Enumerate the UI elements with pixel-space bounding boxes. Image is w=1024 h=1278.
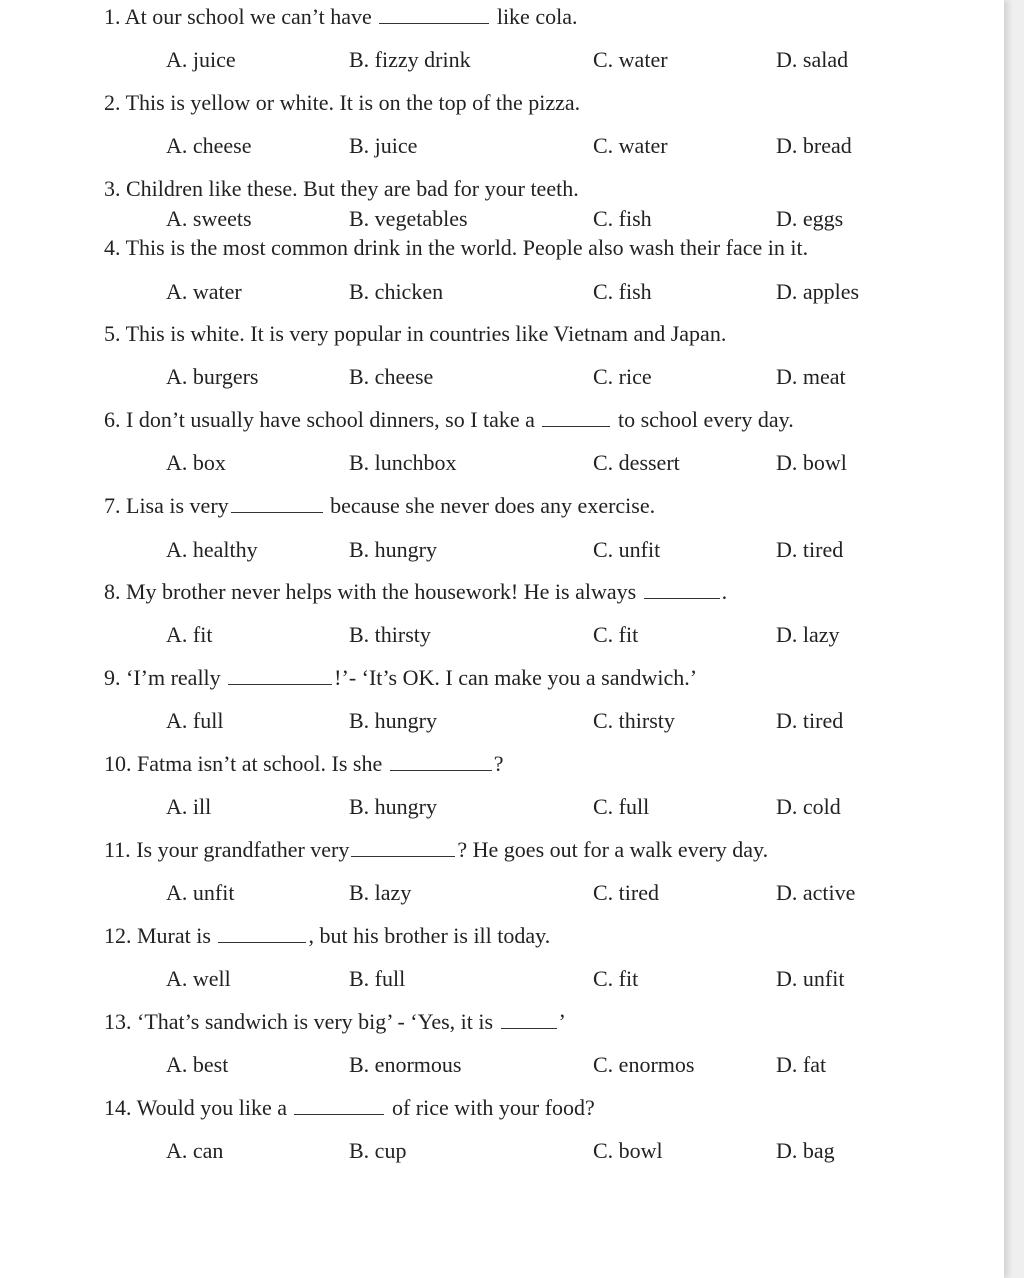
question-text-after: of rice with your food? (391, 1095, 595, 1120)
option-c: C. fit (593, 622, 639, 647)
option-b: B. full (349, 966, 406, 991)
question-text-after: to school every day. (617, 407, 794, 432)
question-number: 4. (104, 235, 121, 260)
answer-blank (294, 1096, 384, 1115)
question-3 (104, 176, 579, 202)
option-a: A. unfit (166, 880, 235, 905)
question-number: 14. (104, 1095, 132, 1120)
question-number: 5. (104, 321, 121, 346)
question-text: My brother never helps with the housework! He is always (126, 579, 637, 604)
question-text: ‘That’s sandwich is very big’ - ‘Yes, it is (137, 1009, 494, 1034)
option-c: C. water (593, 133, 668, 158)
answer-blank (379, 5, 489, 24)
question-13 (104, 1009, 566, 1035)
option-a: A. full (166, 708, 224, 733)
question-2 (104, 90, 580, 116)
answer-blank (501, 1010, 557, 1029)
option-a: A. box (166, 450, 226, 475)
option-a: A. fit (166, 622, 213, 647)
question-8 (104, 579, 727, 605)
question-text: This is the most common drink in the world. People also wash their face in it. (125, 235, 809, 260)
option-d: D. salad (776, 47, 849, 72)
answer-blank (351, 838, 455, 857)
option-c: C. rice (593, 364, 652, 389)
question-number: 3. (104, 176, 121, 201)
question-number: 11. (104, 837, 131, 862)
question-1 (104, 4, 577, 30)
option-b: B. juice (349, 133, 418, 158)
option-c: C. thirsty (593, 708, 675, 733)
option-d: D. apples (776, 279, 860, 304)
question-number: 12. (104, 923, 132, 948)
option-c: C. dessert (593, 450, 680, 475)
question-text: This is yellow or white. It is on the top of the pizza. (125, 90, 581, 115)
question-number: 2. (104, 90, 121, 115)
option-b: B. cup (349, 1138, 407, 1163)
question-text: I don’t usually have school dinners, so I take a (126, 407, 535, 432)
option-d: D. unfit (776, 966, 845, 991)
question-4 (104, 235, 808, 261)
option-c: C. enormos (593, 1052, 695, 1077)
question-text-after: because she never does any exercise. (330, 493, 656, 518)
option-c: C. unfit (593, 537, 661, 562)
answer-blank (644, 580, 720, 599)
option-a: A. water (166, 279, 242, 304)
question-text-after: ? (493, 751, 504, 776)
question-6 (104, 407, 794, 433)
option-a: A. juice (166, 47, 236, 72)
option-b: B. hungry (349, 537, 437, 562)
option-d: D. eggs (776, 206, 844, 231)
question-5 (104, 321, 726, 347)
option-a: A. burgers (166, 364, 259, 389)
option-d: D. bag (776, 1138, 835, 1163)
question-number: 6. (104, 407, 121, 432)
option-b: B. hungry (349, 794, 437, 819)
question-text-after: like cola. (496, 4, 578, 29)
option-c: C. full (593, 794, 650, 819)
option-d: D. meat (776, 364, 846, 389)
question-text: This is white. It is very popular in countries like Vietnam and Japan. (125, 321, 727, 346)
question-text-after: , but his brother is ill today. (308, 923, 551, 948)
question-number: 8. (104, 579, 121, 604)
answer-blank (218, 924, 306, 943)
option-b: B. lazy (349, 880, 412, 905)
question-text: ‘I’m really (126, 665, 221, 690)
option-b: B. cheese (349, 364, 434, 389)
option-b: B. chicken (349, 279, 444, 304)
option-d: D. bowl (776, 450, 847, 475)
option-b: B. fizzy drink (349, 47, 471, 72)
option-b: B. thirsty (349, 622, 431, 647)
option-c: C. fish (593, 279, 652, 304)
option-d: D. cold (776, 794, 841, 819)
option-a: A. can (166, 1138, 224, 1163)
option-b: B. lunchbox (349, 450, 457, 475)
question-number: 7. (104, 493, 121, 518)
question-number: 9. (104, 665, 121, 690)
question-14 (104, 1095, 595, 1121)
question-text-after: !’- ‘It’s OK. I can make you a sandwich.’ (334, 665, 698, 690)
option-d: D. fat (776, 1052, 827, 1077)
question-text-after: ? He goes out for a walk every day. (457, 837, 769, 862)
question-9 (104, 665, 697, 691)
question-text: Lisa is very (126, 493, 229, 518)
option-d: D. bread (776, 133, 852, 158)
option-a: A. ill (166, 794, 212, 819)
option-d: D. tired (776, 708, 844, 733)
question-12 (104, 923, 550, 949)
option-b: B. hungry (349, 708, 437, 733)
option-a: A. best (166, 1052, 229, 1077)
question-number: 13. (104, 1009, 132, 1034)
option-c: C. fish (593, 206, 652, 231)
question-number: 1. (104, 4, 121, 29)
question-10 (104, 751, 504, 777)
option-a: A. healthy (166, 537, 258, 562)
option-a: A. well (166, 966, 231, 991)
question-text: Would you like a (136, 1095, 287, 1120)
option-c: C. fit (593, 966, 639, 991)
option-c: C. tired (593, 880, 659, 905)
question-text: Murat is (137, 923, 211, 948)
question-number: 10. (104, 751, 132, 776)
answer-blank (390, 752, 492, 771)
answer-blank (228, 666, 332, 685)
option-c: C. water (593, 47, 668, 72)
question-11 (104, 837, 768, 863)
option-b: B. vegetables (349, 206, 468, 231)
answer-blank (542, 408, 610, 427)
question-text-after: . (721, 579, 728, 604)
question-text-after: ’ (558, 1009, 566, 1034)
answer-blank (231, 494, 323, 513)
option-c: C. bowl (593, 1138, 663, 1163)
question-7 (104, 493, 655, 519)
question-text: Fatma isn’t at school. Is she (137, 751, 383, 776)
option-d: D. lazy (776, 622, 840, 647)
question-text: At our school we can’t have (124, 4, 372, 29)
option-a: A. sweets (166, 206, 252, 231)
option-d: D. tired (776, 537, 844, 562)
question-text: Children like these. But they are bad for your teeth. (126, 176, 579, 201)
question-text: Is your grandfather very (136, 837, 350, 862)
option-a: A. cheese (166, 133, 252, 158)
option-d: D. active (776, 880, 856, 905)
option-b: B. enormous (349, 1052, 462, 1077)
